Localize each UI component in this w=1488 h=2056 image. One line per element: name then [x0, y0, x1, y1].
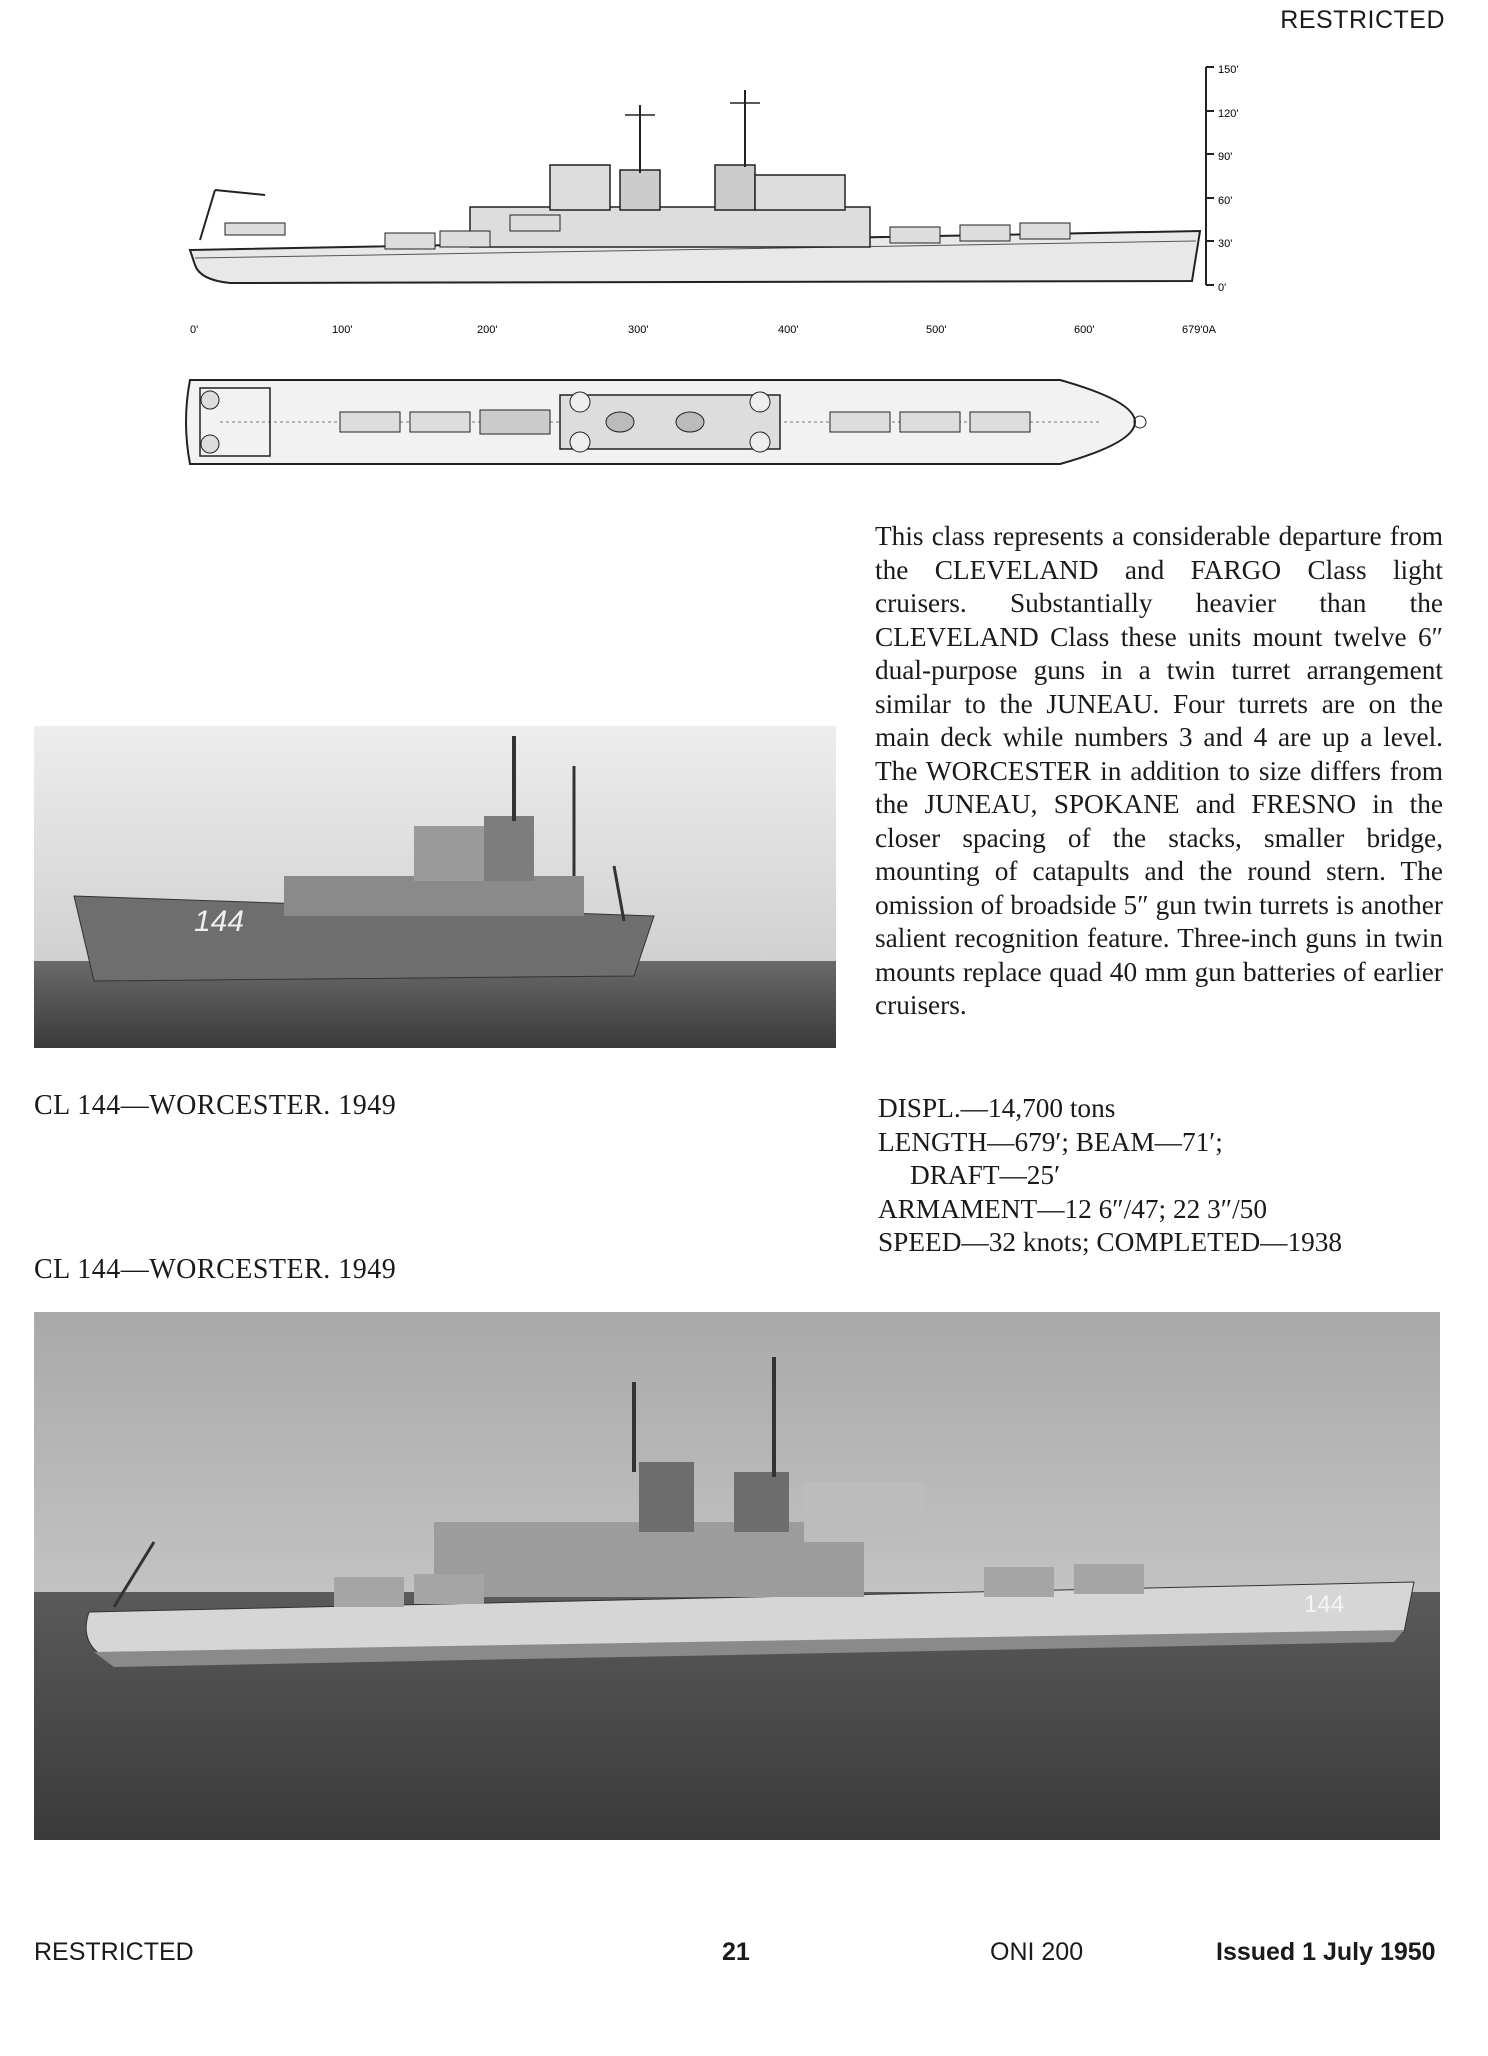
spec-displacement: DISPL.—14,700 tons — [878, 1093, 1116, 1123]
length-tick-label: 300' — [628, 324, 649, 336]
spec-draft: DRAFT—25′ — [910, 1160, 1061, 1190]
height-tick-label: 90' — [1218, 151, 1233, 163]
page-number: 21 — [722, 1938, 750, 1966]
ship-specifications — [878, 1092, 1342, 1260]
length-tick-label: 100' — [332, 324, 353, 336]
ship-photo-broadside — [34, 1312, 1440, 1840]
hull-profile — [190, 90, 1200, 283]
photo1-caption: CL 144—WORCESTER. 1949 — [34, 1090, 397, 1121]
footer-restricted: RESTRICTED — [34, 1938, 194, 1966]
length-tick-label: 200' — [477, 324, 498, 336]
spec-length-beam: LENGTH—679′; BEAM—71′; — [878, 1126, 1223, 1157]
ship-profile-drawing — [170, 55, 1290, 355]
length-tick-label: 679'0A — [1182, 324, 1216, 336]
length-tick-label: 0' — [190, 324, 199, 336]
spec-armament: ARMAMENT—12 6″/47; 22 3″/50 — [878, 1193, 1267, 1224]
ship-class-description — [875, 520, 1443, 1023]
photo2-caption: CL 144—WORCESTER. 1949 — [34, 1254, 397, 1285]
length-scale — [190, 324, 1217, 336]
length-tick-label: 400' — [778, 324, 799, 336]
publication-id: ONI 200 — [990, 1938, 1084, 1966]
hull-number: 144 — [194, 905, 245, 938]
height-tick-label: 60' — [1218, 195, 1233, 207]
height-scale — [1206, 64, 1238, 294]
height-tick-label: 30' — [1218, 238, 1233, 250]
length-tick-label: 500' — [926, 324, 947, 336]
ship-photo-bow-quarter — [34, 726, 836, 1048]
header-restricted: RESTRICTED — [1280, 6, 1445, 34]
height-tick-label: 120' — [1218, 108, 1239, 120]
spec-speed: SPEED—32 knots; COMPLETED—1938 — [878, 1227, 1343, 1257]
length-tick-label: 600' — [1074, 324, 1095, 336]
height-tick-label: 150' — [1218, 64, 1239, 76]
description-text: This class represents a considerable departure from the CLEVELAND and FARGO Class light cruisers. Substantially heavier than the CLEVELAND Class these units mount twelve 6″ dual-purpose guns in a twin turret arrangement similar to the JUNEAU. Four turrets are on the main deck while numbers 3 and 4 are up a level. The WORCESTER in addition to size differs from the JUNEAU, SPOKANE and FRESNO in the closer spacing of the stacks, smaller bridge, mounting of catapults and the round stern. The omission of broadside 5″ gun twin turrets is another salient recognition feature. Three-inch guns in twin mounts replace quad 40 mm gun batteries of earlier cruisers. — [875, 521, 1443, 1020]
ship-plan-drawing — [180, 360, 1220, 485]
height-tick-label: 0' — [1218, 282, 1227, 294]
hull-number: 144 — [1304, 1591, 1345, 1618]
page-footer — [0, 1938, 1488, 1978]
issue-date: Issued 1 July 1950 — [1216, 1938, 1436, 1966]
